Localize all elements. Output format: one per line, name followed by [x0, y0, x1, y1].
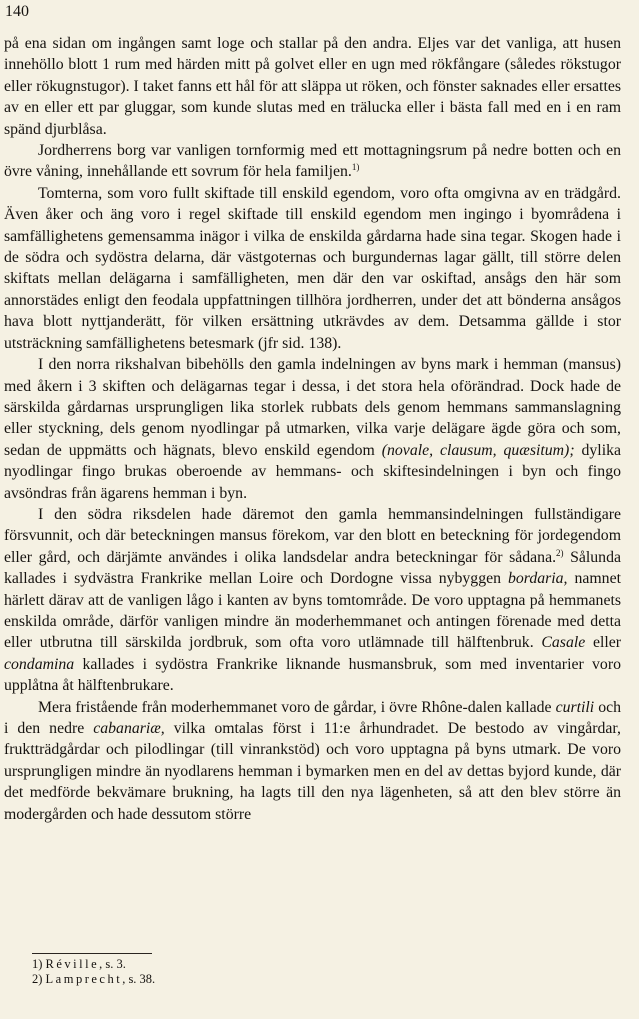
paragraph — [4, 697, 621, 825]
footnote-author: Lamprecht — [45, 972, 123, 986]
text-run: kallades i sydöstra Frankrike liknande husmansbruk, som med inventarier voro upplåtna åt hälftenbrukare. — [4, 655, 621, 695]
italic-term: curtili — [555, 698, 595, 716]
text-run: på ena sidan om ingången samt loge och stallar på den andra. Eljes var det vanliga, att husen innehöllo blott 1 rum med härden mitt på golvet eller en ugn med rökfångare (således rökstugor eller rökugnstugor). I taket fanns ett hål för att släppa ut röken, och fönster saknades eller ersattes av en eller ett par gluggar, som kunde slutas med en trälucka eller i bästa fall med en i en ram spänd djurblåsa. — [4, 35, 621, 138]
text-run: I den södra riksdelen hade däremot den gamla hemmansindelningen fullständigare försvunnit, och där beteckningen mansus förekom, var den blott en beteckning för jordegendom eller gård, och därjämte användes i olika landsdelar andra beteckningar för sådana. — [4, 505, 621, 566]
text-run: namnet härlett därav att de vanligen lågo i kanten av byns tomtområde. De voro upptagna på hemmanets enskilda område, därför vanligen mindre än moderhemmanet och antingen förenade med detta eller utbrutna till särskilda jordbruk, som ofta voro utlämnade till hälftenbruk. — [4, 570, 621, 652]
footnote-author: Réville — [45, 957, 100, 971]
paragraph — [4, 504, 621, 697]
footnotes — [32, 957, 155, 987]
text-run: Sålunda kallades i sydvästra Frankrike mellan Loire och Dordogne vissa nybyggen — [4, 548, 621, 588]
paragraph — [4, 140, 621, 183]
italic-term: condamina — [4, 655, 75, 673]
text-run: I den norra rikshalvan bibehölls den gamla indelningen av byns mark i hemman (mansus) med åkern i 3 skiften och delägarnas tegar i dessa, i det stora hela oförändrad. Dock hade de särskilda gårdarnas ursprungligen lika storlek rubbats dels genom hemmans sammanslagning eller styckning, dels genom nyodlingar på utmarken, vilka varje delägare ägde göra och som, sedan de uppmätts och hägnats, blevo enskild egendom — [4, 356, 621, 459]
footnote-reference-text: , s. 38. — [122, 972, 156, 986]
footnote-mark: 1) — [32, 957, 43, 971]
text-run: vilka omtalas först i 11:e århundradet. De bestodo av vingårdar, fruktträdgårdar och pilodlingar (till vinrankstöd) och voro upptagna på byns utmark. De voro ursprungligen mindre än nyodlarens hemman i bymarken men en del av dettas byjord kunde, där det medförde bekvämare brukning, ha lagts till den nya lägenheten, så att den blev större än modergården och hade dessutom större — [4, 720, 621, 823]
italic-term: bordaria, — [507, 570, 568, 588]
footnote-reference-text: , s. 3. — [99, 957, 126, 971]
italic-term: cabanariæ, — [93, 720, 165, 737]
footnote — [32, 957, 155, 972]
text-run: dylika nyodlingar fingo brukas oberoende av hemmans- och skiftesindelningen i byn och fingo avsöndras från ägarens hemman i byn. — [4, 441, 621, 502]
paragraph — [4, 33, 621, 140]
footnote-reference: 2) — [556, 547, 564, 558]
footnote — [32, 972, 155, 987]
page-number: 140 — [5, 3, 29, 20]
footnote-separator — [32, 953, 152, 954]
text-run: eller — [585, 634, 622, 652]
italic-term: Casale — [541, 634, 586, 652]
paragraph — [4, 354, 621, 504]
footnote-reference: 1) — [351, 162, 360, 173]
text-run: Mera fristående från moderhemmanet voro de gårdar, i övre Rhône-dalen kallade — [38, 698, 556, 716]
paragraph — [4, 183, 621, 354]
footnote-mark: 2) — [32, 972, 43, 986]
text-run: Jordherrens borg var vanligen tornformig med ett mottagningsrum på nedre botten och en övre våning, innehållande ett sovrum för hela familjen. — [4, 142, 621, 181]
text-run: Tomterna, som voro fullt skiftade till enskild egendom, voro ofta omgivna av en trädgård. Även åker och äng voro i regel skiftade till enskild egendom men ingingo i byområdena i samfällighetens gemensamma inägor i vilka de enskilda gårdarna hade sina tegar. Skogen hade i de södra och sydöstra delarna, där västgoternas och burgundernas lagar gällt, till större delen skiftats mellan delägarna i samfälligheten, men där den var oskiftad, ansågs den här som annorstädes enligt den feodala uppfattningen tillhöra jordherren, under det att bönderna ansågos hava blott nyttjanderätt, för vilken ersättning utkrävdes av dem. Detsamma gällde i stor utsträckning samfällighetens betesmark (jfr sid. 138). — [4, 184, 621, 352]
body-text — [4, 33, 621, 825]
text-run: och i den nedre — [4, 698, 622, 737]
italic-term: (novale, clausum, quæsitum); — [381, 441, 575, 459]
